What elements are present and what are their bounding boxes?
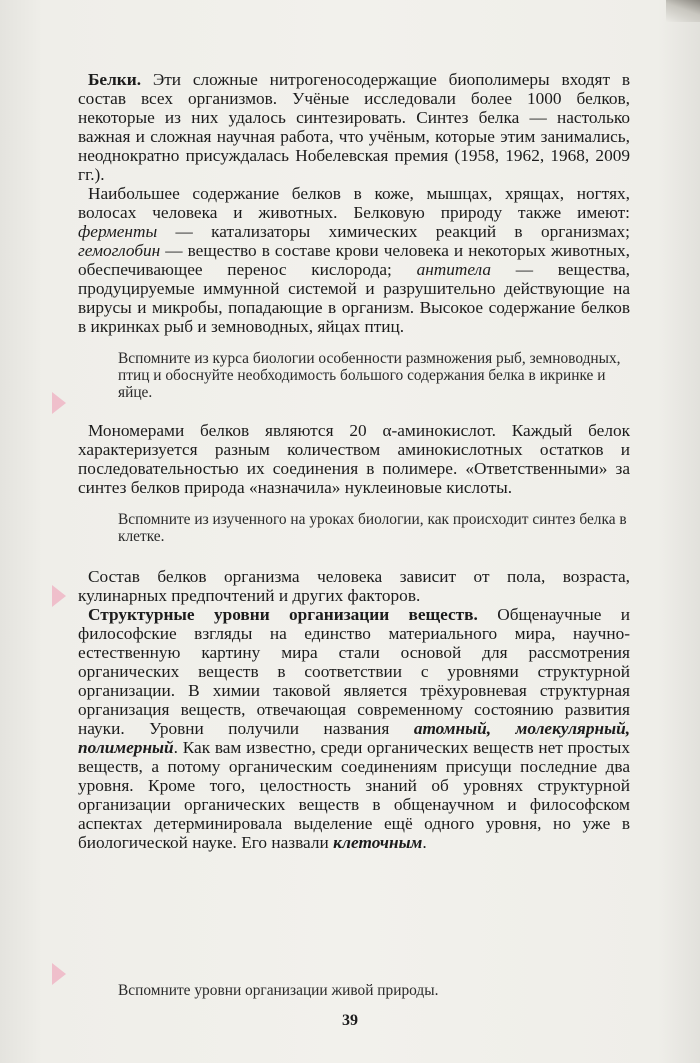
term-cellular: клеточным [333,833,423,852]
term-hemoglobin: гемоглобин [78,241,161,260]
note-marker-icon [52,963,66,985]
paragraph-composition: Состав белков организма человека зависит от пола, возраста, кулинарных предпочтений и других факторов. [78,567,630,605]
term-proteins: Белки. [88,70,142,89]
note-reproduction: Вспомните из курса биологии особенности размножения рыб, земноводных, птиц и обоснуйте необходимость большого содержания белка в икринке и яйце. [118,350,621,401]
paragraph-structural-levels: Структурные уровни организации веществ. Общенаучные и философские взгляды на единство материального мира, научно-естественную картину мира стали основой для рассмотрения органических веществ в соответствии с уровнями структурной организации. В химии таковой является трёхуровневая структурная организация веществ, отвечающая современному состоянию развития науки. Уровни получили названия атомный, молекулярный, полимерный. Как вам известно, среди органических веществ нет простых веществ, а потому органическим соединениям присущи последние два уровня. Кроме того, целостность знаний об уровнях структурной организации органических веществ в общенаучном и философском аспектах детерминировала выделение ещё одного уровня, но уже в биологической науке. Его назвали клеточным. [78,605,631,852]
page-content [78,70,630,852]
term-polymeric: полимерный [78,738,174,757]
note-marker-icon [52,392,66,414]
heading-structural-levels: Структурные уровни организации веществ. [88,605,478,624]
term-enzymes: ферменты [78,222,158,241]
term-molecular: молекулярный [515,719,626,738]
paragraph-proteins-intro: Белки. Эти сложные нитрогеносодержащие биополимеры входят в состав всех организмов. Учёные исследовали более 1000 белков, некоторые из них удалось синтезировать. Синтез белка — настолько важная и сложная научная работа, что учёным, которые этим занимались, неоднократно присуждалась Нобелевская премия (1958, 1962, 1968, 2009 гг.). [78,70,630,184]
note-living-nature-levels: Вспомните уровни организации живой природы. [118,982,439,999]
term-antibodies: антитела [416,260,492,279]
term-atomic: атомный [413,719,487,738]
paragraph-protein-content: Наибольшее содержание белков в коже, мышцах, хрящах, ногтях, волосах человека и животных. Белковую природу также имеют: ферменты — катализаторы химических реакций в организмах; гемоглобин — вещество в составе крови человека и некоторых животных, обеспечивающее перенос кислорода; антитела — вещества, продуцируемые иммунной системой и разрушительно действующие на вирусы и микробы, попадающие в организм. Высокое содержание белков в икринках рыб и земноводных, яйцах птиц. [78,184,631,336]
note-protein-synthesis: Вспомните из изученного на уроках биологии, как происходит синтез белка в клетке. [118,511,627,545]
note-marker-icon [52,585,66,607]
paragraph-monomers: Мономерами белков являются 20 α-аминокислот. Каждый белок характеризуется разным количеством аминокислотных остатков и последовательностью их соединения в полимере. «Ответственными» за синтез белков природа «назначила» нуклеиновые кислоты. [78,421,630,497]
page-number: 39 [342,1012,358,1029]
page-corner-shadow [666,0,700,22]
